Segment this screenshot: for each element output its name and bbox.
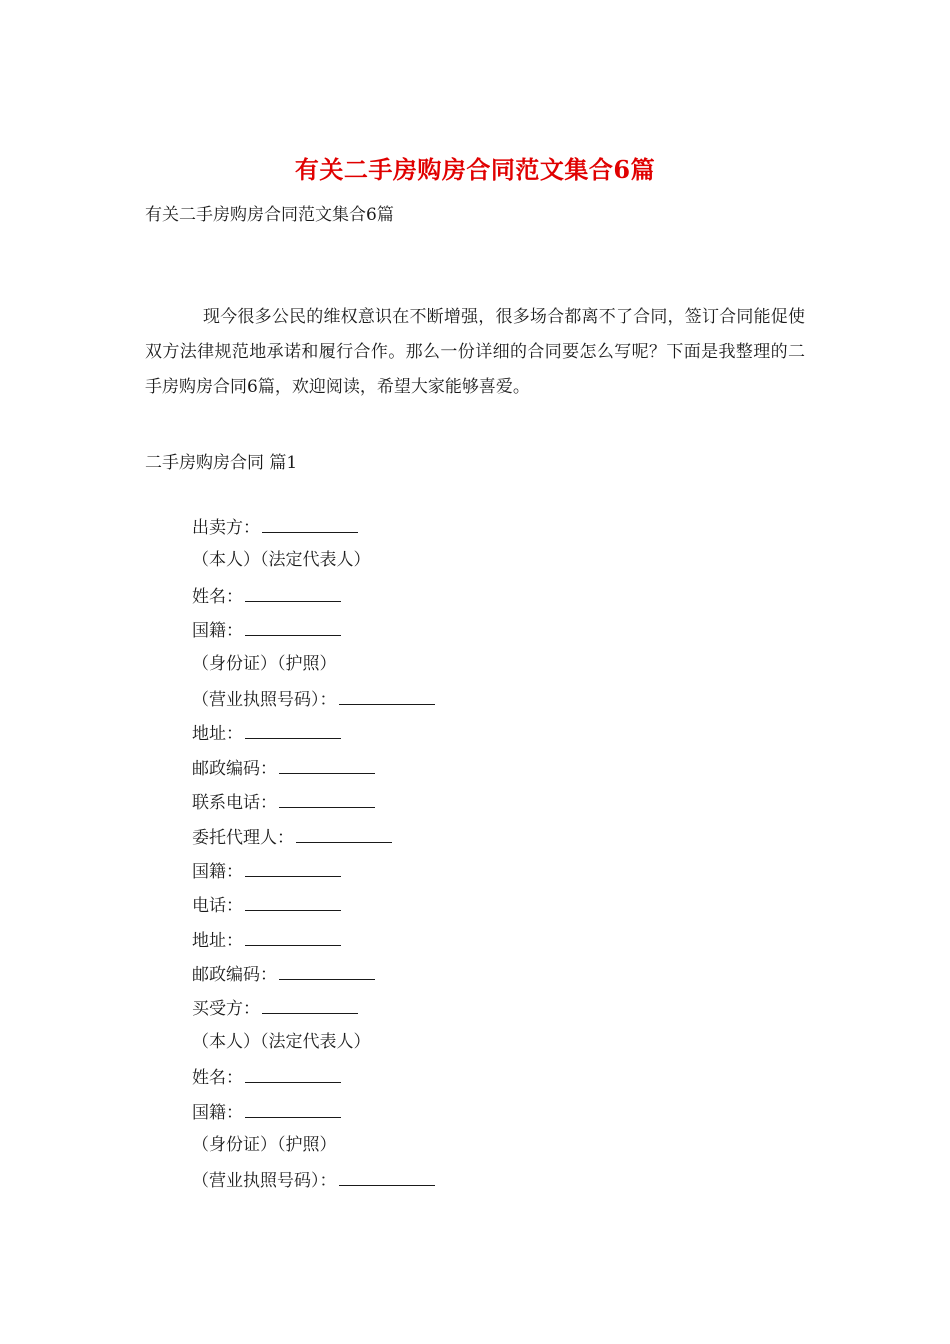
field-line bbox=[192, 1099, 792, 1133]
field-blank-line bbox=[279, 961, 375, 980]
field-label: 邮政编码： bbox=[192, 758, 277, 779]
field-blank-line bbox=[279, 789, 375, 808]
intro-paragraph bbox=[145, 300, 805, 405]
field-line bbox=[192, 1030, 792, 1064]
document-subtitle: 有关二手房购房合同范文集合6篇 bbox=[145, 205, 394, 225]
field-line bbox=[192, 961, 792, 995]
field-line bbox=[192, 858, 792, 892]
intro-text: 现今很多公民的维权意识在不断增强，很多场合都离不了合同，签订合同能促使双方法律规范地承诺和履行合作。那么一份详细的合同要怎么写呢？下面是我整理的二手房购房合同6篇，欢迎阅读，希望大家能够喜爱。 bbox=[145, 307, 805, 397]
field-label: 国籍： bbox=[192, 621, 243, 642]
field-blank-line bbox=[339, 1167, 435, 1186]
field-label: 姓名： bbox=[192, 1068, 243, 1089]
field-blank-line bbox=[245, 583, 341, 602]
field-label: 地址： bbox=[192, 724, 243, 745]
field-line bbox=[192, 824, 792, 858]
field-label: 委托代理人： bbox=[192, 827, 294, 848]
field-line bbox=[192, 892, 792, 926]
field-blank-line bbox=[339, 686, 435, 705]
field-line bbox=[192, 617, 792, 651]
field-label: 电话： bbox=[192, 896, 243, 917]
field-line bbox=[192, 1064, 792, 1098]
field-line bbox=[192, 652, 792, 686]
contract-fields bbox=[192, 514, 792, 1202]
field-label: 国籍： bbox=[192, 1102, 243, 1123]
field-label: 邮政编码： bbox=[192, 965, 277, 986]
field-line bbox=[192, 548, 792, 582]
field-label: 姓名： bbox=[192, 586, 243, 607]
field-label: （本人）（法定代表人） bbox=[192, 1031, 371, 1052]
field-label: 国籍： bbox=[192, 861, 243, 882]
field-blank-line bbox=[245, 892, 341, 911]
field-blank-line bbox=[245, 927, 341, 946]
field-blank-line bbox=[262, 514, 358, 533]
field-label: （本人）（法定代表人） bbox=[192, 550, 371, 571]
field-blank-line bbox=[245, 617, 341, 636]
field-line bbox=[192, 583, 792, 617]
field-label: （营业执照号码）： bbox=[192, 689, 337, 710]
field-label: （身份证）（护照） bbox=[192, 1135, 337, 1156]
field-line bbox=[192, 995, 792, 1029]
section-heading: 二手房购房合同 篇1 bbox=[145, 453, 298, 473]
field-blank-line bbox=[245, 858, 341, 877]
field-blank-line bbox=[245, 1099, 341, 1118]
field-line bbox=[192, 514, 792, 548]
field-line bbox=[192, 720, 792, 754]
field-blank-line bbox=[279, 755, 375, 774]
document-title: 有关二手房购房合同范文集合6篇 bbox=[294, 155, 656, 184]
field-line bbox=[192, 789, 792, 823]
field-label: （身份证）（护照） bbox=[192, 653, 337, 674]
field-line bbox=[192, 1133, 792, 1167]
field-blank-line bbox=[262, 995, 358, 1014]
field-line bbox=[192, 1167, 792, 1201]
field-line bbox=[192, 686, 792, 720]
field-label: 出卖方： bbox=[192, 518, 260, 538]
field-line bbox=[192, 927, 792, 961]
field-label: 买受方： bbox=[192, 999, 260, 1020]
field-label: （营业执照号码）： bbox=[192, 1171, 337, 1192]
field-label: 联系电话： bbox=[192, 793, 277, 814]
field-blank-line bbox=[296, 824, 392, 843]
field-label: 地址： bbox=[192, 930, 243, 951]
field-blank-line bbox=[245, 1064, 341, 1083]
field-line bbox=[192, 755, 792, 789]
field-blank-line bbox=[245, 720, 341, 739]
